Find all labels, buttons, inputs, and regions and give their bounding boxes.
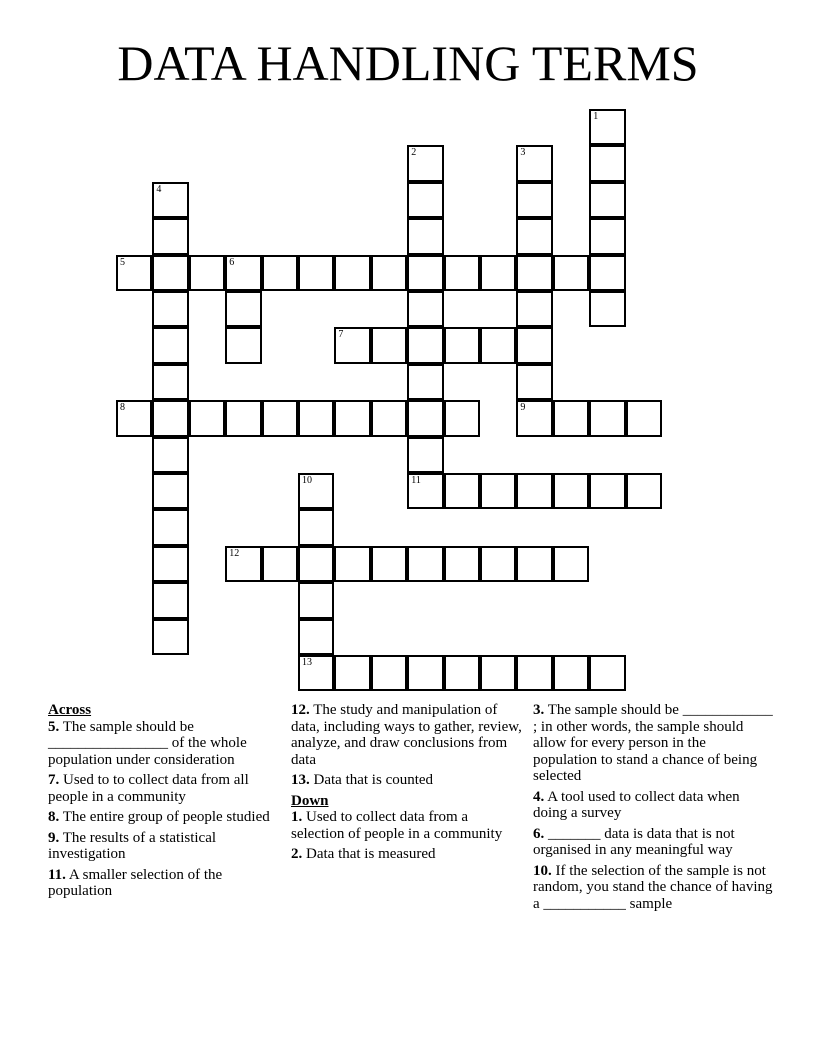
clue-number: 6 (229, 256, 235, 268)
clue-text: The sample should be ________________ of the whole population under consideration (48, 718, 247, 768)
clue-text: Used to collect data from a selection of people in a community (291, 809, 503, 842)
clue-num: 6. (533, 825, 545, 842)
crossword-cell[interactable] (152, 473, 188, 509)
clue-item (533, 702, 773, 785)
crossword-cell[interactable] (589, 291, 625, 327)
crossword-cell[interactable] (407, 655, 443, 691)
crossword-cell[interactable] (553, 400, 589, 436)
crossword-cell[interactable] (480, 473, 516, 509)
crossword-cell[interactable] (262, 546, 298, 582)
crossword-cell[interactable] (626, 473, 662, 509)
crossword-cell[interactable] (189, 255, 225, 291)
crossword-cell[interactable] (225, 546, 261, 582)
crossword-cell[interactable] (480, 546, 516, 582)
crossword-cell[interactable] (298, 509, 334, 545)
crossword-cell[interactable] (407, 437, 443, 473)
crossword-cell[interactable] (407, 255, 443, 291)
clue-text: A smaller selection of the population (48, 866, 223, 899)
crossword-cell[interactable] (334, 255, 370, 291)
clue-item (533, 789, 773, 822)
crossword-cell[interactable] (371, 546, 407, 582)
across-heading: Across (48, 702, 92, 718)
clue-text: Data that is measured (306, 846, 436, 862)
crossword-cell[interactable] (553, 255, 589, 291)
crossword-cell[interactable] (152, 218, 188, 254)
clue-number: 7 (338, 329, 344, 341)
clue-number: 10 (302, 475, 312, 486)
crossword-cell[interactable] (225, 400, 261, 436)
clue-number: 8 (120, 402, 125, 414)
crossword-cell[interactable] (262, 255, 298, 291)
clue-text: The entire group of people studied (62, 809, 270, 825)
clue-num: 2. (291, 846, 303, 862)
crossword-cell[interactable] (225, 291, 261, 327)
clue-number: 5 (120, 256, 125, 268)
crossword-cell[interactable] (298, 400, 334, 436)
crossword-cell[interactable] (152, 437, 188, 473)
crossword-grid (117, 110, 663, 692)
clue-num: 10. (533, 862, 552, 879)
clue-item (533, 826, 773, 859)
crossword-cell[interactable] (298, 655, 334, 691)
clue-number: 3 (520, 147, 526, 159)
page-title: DATA HANDLING TERMS (117, 35, 699, 91)
crossword-cell[interactable] (298, 473, 334, 509)
crossword-cell[interactable] (407, 546, 443, 582)
crossword-cell[interactable] (407, 145, 443, 181)
crossword-cell[interactable] (407, 291, 443, 327)
clue-num: 4. (533, 788, 545, 805)
crossword-cell[interactable] (407, 473, 443, 509)
crossword-cell[interactable] (553, 655, 589, 691)
crossword-cell[interactable] (589, 182, 625, 218)
crossword-cell[interactable] (225, 255, 261, 291)
crossword-cell[interactable] (298, 255, 334, 291)
clue-num: 9. (48, 829, 60, 846)
crossword-cell[interactable] (626, 400, 662, 436)
clue-num: 12. (291, 702, 310, 718)
clues-column-2 (291, 702, 523, 867)
crossword-cell[interactable] (152, 364, 188, 400)
crossword-cell[interactable] (589, 145, 625, 181)
crossword-cell[interactable] (516, 327, 552, 363)
crossword-cell[interactable] (444, 327, 480, 363)
clue-text: Data that is counted (313, 772, 434, 788)
crossword-cell[interactable] (371, 655, 407, 691)
crossword-cell[interactable] (516, 364, 552, 400)
crossword-cell[interactable] (152, 182, 188, 218)
clue-num: 5. (48, 718, 60, 735)
crossword-cell[interactable] (407, 182, 443, 218)
crossword-cell[interactable] (371, 255, 407, 291)
crossword-cell[interactable] (516, 255, 552, 291)
clue-item (291, 772, 523, 789)
down-heading: Down (291, 792, 329, 809)
clue-num: 3. (533, 702, 545, 718)
clue-number: 12 (229, 547, 240, 559)
crossword-cell[interactable] (553, 546, 589, 582)
crossword-cell[interactable] (152, 255, 188, 291)
clue-num: 11. (48, 866, 66, 883)
crossword-cell[interactable] (152, 291, 188, 327)
crossword-cell[interactable] (589, 655, 625, 691)
crossword-cell[interactable] (444, 546, 480, 582)
clue-num: 13. (291, 772, 310, 788)
crossword-cell[interactable] (262, 400, 298, 436)
clue-text: The results of a statistical investigation (48, 829, 217, 862)
crossword-cell[interactable] (152, 619, 188, 655)
crossword-cell[interactable] (589, 109, 625, 145)
crossword-cell[interactable] (371, 400, 407, 436)
crossword-cell[interactable] (444, 255, 480, 291)
crossword-cell[interactable] (225, 327, 261, 363)
crossword-cell[interactable] (371, 327, 407, 363)
clue-item (48, 809, 280, 826)
crossword-cell[interactable] (516, 145, 552, 181)
crossword-cell[interactable] (589, 255, 625, 291)
clue-item (291, 846, 523, 863)
crossword-cell[interactable] (334, 655, 370, 691)
crossword-cell[interactable] (152, 582, 188, 618)
crossword-cell[interactable] (516, 655, 552, 691)
crossword-cell[interactable] (444, 655, 480, 691)
crossword-cell[interactable] (298, 546, 334, 582)
crossword-cell[interactable] (516, 218, 552, 254)
crossword-cell[interactable] (553, 473, 589, 509)
clues-column-3 (533, 702, 773, 916)
crossword-cell[interactable] (152, 327, 188, 363)
clue-item (533, 863, 773, 913)
crossword-cell[interactable] (480, 255, 516, 291)
crossword-cell[interactable] (334, 327, 370, 363)
clue-item (48, 867, 280, 900)
crossword-cell[interactable] (116, 255, 152, 291)
clue-text: The sample should be ____________ ; in other words, the sample should allow for every person in the population to stand a chance of being selected (533, 702, 773, 784)
clue-text: Used to to collect data from all people in a community (48, 772, 249, 805)
crossword-cell[interactable] (298, 619, 334, 655)
clue-number: 11 (411, 475, 421, 486)
clue-text: The study and manipulation of data, including ways to gather, review, analyze, and draw conclusions from data (291, 702, 522, 768)
clue-num: 8. (48, 809, 60, 825)
clue-text: If the selection of the sample is not random, you stand the chance of having a ___________ sample (533, 862, 773, 912)
crossword-cell[interactable] (516, 546, 552, 582)
crossword-cell[interactable] (152, 546, 188, 582)
clue-item (291, 809, 523, 842)
clue-number: 1 (593, 111, 599, 122)
crossword-cell[interactable] (334, 546, 370, 582)
crossword-cell[interactable] (516, 182, 552, 218)
crossword-cell[interactable] (480, 327, 516, 363)
crossword-cell[interactable] (407, 218, 443, 254)
clue-number: 2 (411, 147, 417, 159)
crossword-cell[interactable] (152, 400, 188, 436)
clue-text: _______ data is data that is not organised in any meaningful way (533, 825, 735, 858)
clues-column-1 (48, 702, 280, 904)
clue-item (291, 702, 523, 768)
clue-number: 13 (302, 657, 312, 668)
clue-item (48, 772, 280, 805)
clue-number: 9 (520, 402, 526, 414)
crossword-cell[interactable] (116, 400, 152, 436)
crossword-cell[interactable] (407, 364, 443, 400)
crossword-cell[interactable] (589, 400, 625, 436)
crossword-cell[interactable] (480, 655, 516, 691)
crossword-cell[interactable] (444, 400, 480, 436)
crossword-cell[interactable] (334, 400, 370, 436)
crossword-cell[interactable] (516, 473, 552, 509)
clue-item (48, 719, 280, 769)
crossword-cell[interactable] (407, 327, 443, 363)
crossword-cell[interactable] (298, 582, 334, 618)
clue-text: A tool used to collect data when doing a survey (533, 788, 740, 821)
clue-num: 1. (291, 809, 303, 825)
crossword-cell[interactable] (407, 400, 443, 436)
crossword-cell[interactable] (444, 473, 480, 509)
crossword-cell[interactable] (152, 509, 188, 545)
crossword-cell[interactable] (589, 218, 625, 254)
crossword-cell[interactable] (189, 400, 225, 436)
clue-number: 4 (156, 183, 162, 195)
crossword-cell[interactable] (516, 291, 552, 327)
clue-num: 7. (48, 772, 60, 788)
crossword-cell[interactable] (516, 400, 552, 436)
crossword-cell[interactable] (589, 473, 625, 509)
clue-item (48, 830, 280, 863)
